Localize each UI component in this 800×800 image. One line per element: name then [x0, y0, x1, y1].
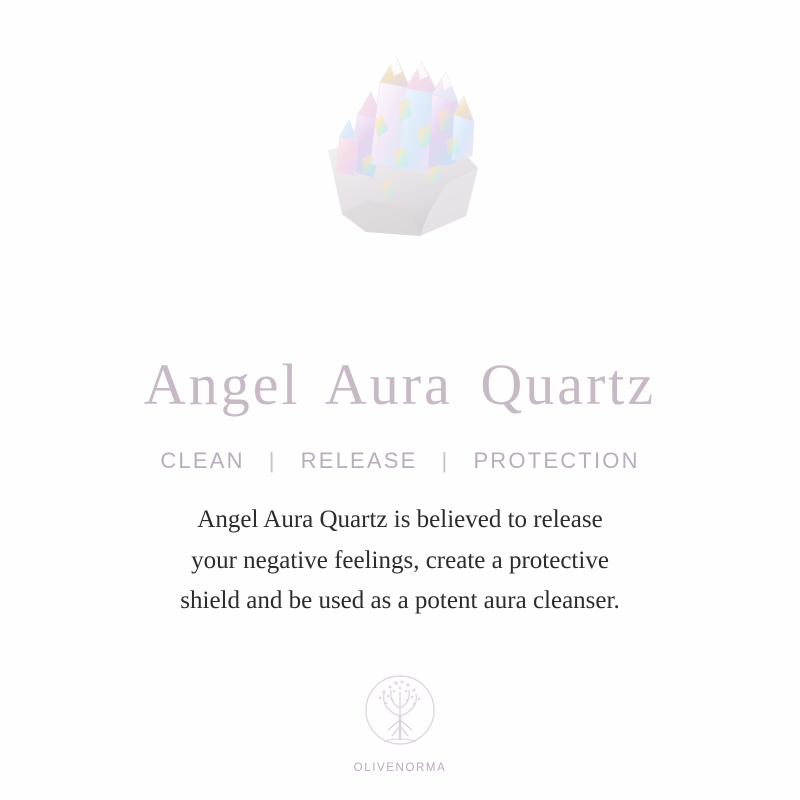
keyword-separator-1: | [268, 448, 277, 473]
keyword-protection: PROTECTION [473, 448, 640, 473]
tree-of-life-icon [344, 668, 456, 760]
description-line-2: your negative feelings, create a protective [191, 546, 609, 574]
crystal-image [270, 18, 530, 248]
keyword-separator-2: | [441, 448, 450, 473]
brand-name: OLIVENORMA [353, 762, 447, 774]
angel-aura-quartz-icon [270, 18, 530, 248]
product-description [80, 500, 720, 622]
keyword-release: RELEASE [300, 448, 418, 473]
keyword-list [158, 448, 641, 474]
description-line-3: shield and be used as a potent aura cleanser. [180, 587, 620, 614]
keyword-clean: CLEAN [160, 448, 245, 473]
description-line-1: Angel Aura Quartz is believed to release [197, 506, 603, 533]
brand-footer [0, 668, 800, 774]
page-title: Angel Aura Quartz [143, 352, 657, 417]
